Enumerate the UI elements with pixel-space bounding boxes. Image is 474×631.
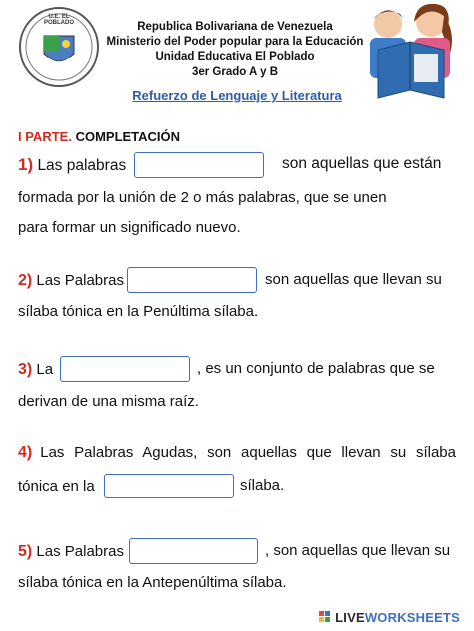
answer-box-2[interactable] — [127, 267, 257, 293]
answer-box-1[interactable] — [134, 152, 264, 178]
liveworksheets-brand[interactable] — [319, 610, 460, 625]
question-4-pre: Las Palabras Agudas, son aquellas que llevan su sílaba — [40, 444, 456, 461]
answer-box-3[interactable] — [60, 356, 190, 382]
question-3-number: 3) — [18, 361, 33, 378]
question-3-pre: La — [36, 361, 54, 378]
part-title: COMPLETACIÓN — [75, 129, 181, 144]
question-5-pre: Las Palabras — [36, 543, 124, 560]
question-1-pre: Las palabras — [37, 157, 127, 174]
brand-prefix: LIVE — [335, 610, 365, 625]
question-2-pre: Las Palabras — [36, 272, 124, 289]
kids-reading-illustration — [356, 2, 466, 104]
question-2-line-2: sílaba tónica en la Penúltima sílaba. — [18, 303, 259, 320]
question-2-number: 2) — [18, 272, 33, 289]
worksheet-subtitle: Refuerzo de Lenguaje y Literatura — [132, 88, 342, 103]
question-4-line-2-post: sílaba. — [240, 477, 285, 494]
header-line-1: Republica Bolivariana de Venezuela — [137, 21, 333, 33]
question-5-line-2: sílaba tónica en la Antepenúltima sílaba. — [18, 574, 287, 591]
question-4-line-2-pre: tónica en la — [18, 478, 95, 495]
question-1-line-2: formada por la unión de 2 o más palabras, que se unen — [18, 189, 387, 206]
header-line-2: Ministerio del Poder popular para la Educación — [106, 36, 364, 48]
liveworksheets-logo-icon — [319, 610, 335, 625]
part-roman: I PARTE. — [18, 129, 72, 144]
part-heading — [18, 129, 180, 144]
answer-box-4[interactable] — [104, 474, 234, 498]
header-line-3: Unidad Educativa El Poblado — [155, 51, 315, 63]
question-1-number: 1) — [18, 155, 34, 174]
question-2-post: son aquellas que llevan su — [265, 271, 442, 288]
brand-suffix: WORKSHEETS — [364, 610, 460, 625]
answer-box-5[interactable] — [129, 538, 258, 564]
question-3-line-2: derivan de una misma raíz. — [18, 393, 199, 410]
question-1-line-3: para formar un significado nuevo. — [18, 219, 241, 236]
question-4-line-1 — [18, 443, 456, 463]
question-5-number: 5) — [18, 543, 33, 560]
question-4-number: 4) — [18, 444, 33, 461]
header-line-4: 3er Grado A y B — [191, 66, 279, 78]
question-3-post: , es un conjunto de palabras que se — [197, 360, 435, 377]
logo-text: U.E. EL POBLADO — [44, 14, 74, 26]
question-5-post: , son aquellas que llevan su — [265, 542, 451, 559]
question-1-post: son aquellas que están — [282, 155, 442, 172]
